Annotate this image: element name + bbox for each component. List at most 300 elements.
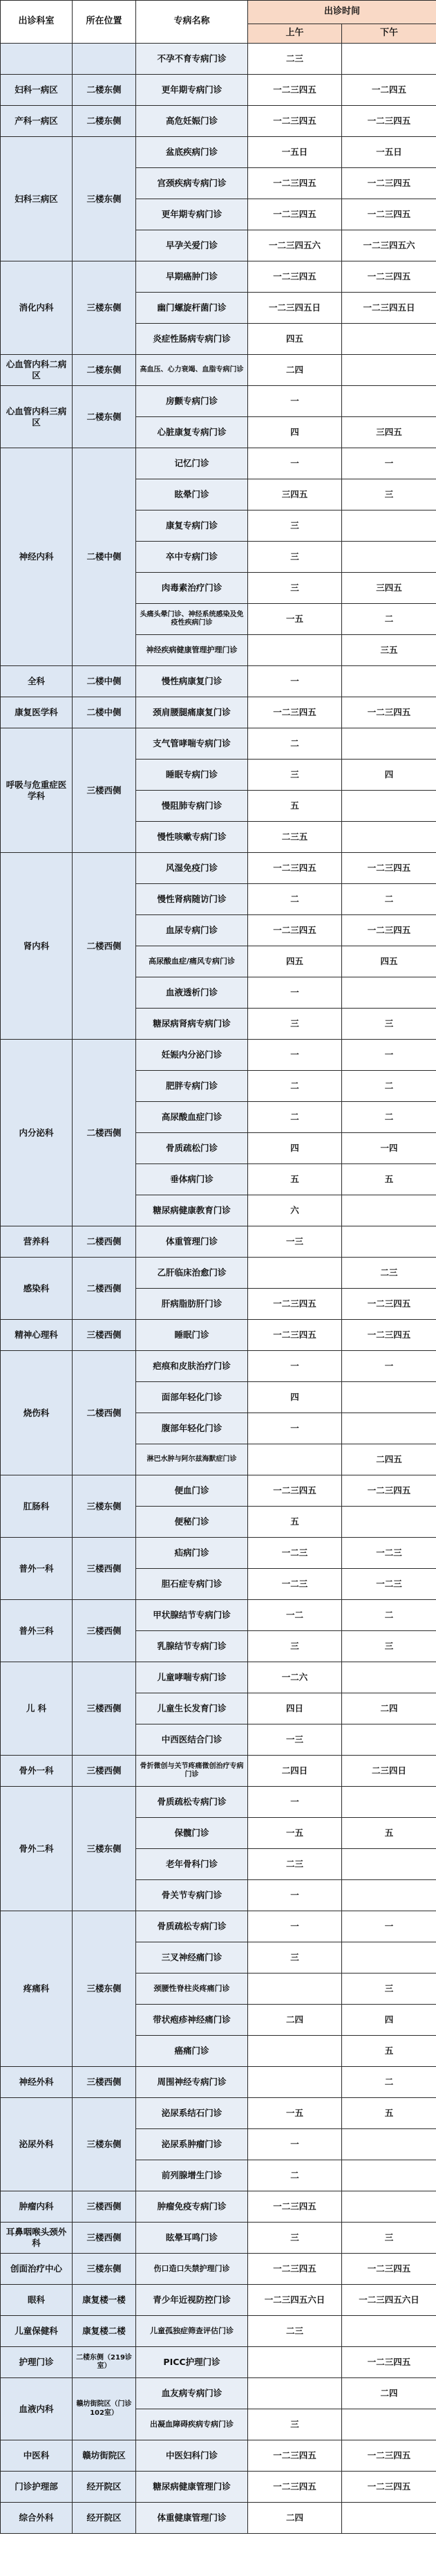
clinic-name-cell: 眩晕耳鸣门诊 — [136, 2223, 248, 2254]
am-schedule-cell: 六 — [248, 1195, 342, 1226]
dept-cell: 儿童保健科 — [1, 2316, 73, 2347]
pm-schedule-cell: 一二三四五 — [342, 199, 436, 230]
dept-cell — [1, 44, 73, 75]
clinic-name-cell: 骨关节专病门诊 — [136, 1880, 248, 1911]
location-cell: 二楼东侧 — [73, 75, 136, 106]
location-cell: 三楼西侧 — [73, 2067, 136, 2098]
clinic-name-cell: 儿童孤独症筛查评估门诊 — [136, 2316, 248, 2347]
pm-schedule-cell: 四 — [342, 760, 436, 791]
am-schedule-cell: 一二六 — [248, 1662, 342, 1693]
am-schedule-cell: 一二 — [248, 1600, 342, 1631]
pm-schedule-cell — [342, 728, 436, 760]
dept-cell: 妇科一病区 — [1, 75, 73, 106]
schedule-body — [1, 44, 436, 2534]
clinic-name-cell: 慢性肾病随访门诊 — [136, 884, 248, 915]
dept-cell: 肾内科 — [1, 853, 73, 1040]
table-row — [1, 1911, 436, 1942]
clinic-name-cell: 血液透析门诊 — [136, 977, 248, 1009]
am-schedule-cell: 一二三四五 — [248, 1320, 342, 1351]
am-schedule-cell: 三 — [248, 2409, 342, 2440]
am-schedule-cell: 四 — [248, 1133, 342, 1164]
pm-schedule-cell: 一二三四五 — [342, 697, 436, 728]
pm-schedule-cell: 三 — [342, 1631, 436, 1662]
pm-schedule-cell: 五 — [342, 1818, 436, 1849]
location-cell: 三楼西侧 — [73, 728, 136, 853]
am-schedule-cell: 一 — [248, 386, 342, 417]
clinic-name-cell: 风湿免疫门诊 — [136, 853, 248, 884]
table-row — [1, 666, 436, 697]
table-row — [1, 2440, 436, 2472]
clinic-name-cell: 中医妇科门诊 — [136, 2440, 248, 2472]
header-location: 所在位置 — [73, 1, 136, 44]
dept-cell: 耳鼻咽喉头颈外科 — [1, 2223, 73, 2254]
clinic-name-cell: 儿童生长发育门诊 — [136, 1693, 248, 1724]
pm-schedule-cell: 一二三四五六 — [342, 230, 436, 261]
table-row — [1, 1475, 436, 1507]
pm-schedule-cell: 三五 — [342, 635, 436, 666]
dept-cell: 泌尿外科 — [1, 2098, 73, 2191]
clinic-name-cell: 慢性咳嗽专病门诊 — [136, 822, 248, 853]
location-cell: 康复楼二楼 — [73, 2316, 136, 2347]
pm-schedule-cell — [342, 822, 436, 853]
pm-schedule-cell: 一二三四五日 — [342, 293, 436, 324]
table-row — [1, 2254, 436, 2285]
clinic-name-cell: 保髋门诊 — [136, 1818, 248, 1849]
table-row — [1, 1226, 436, 1258]
clinic-name-cell: 糖尿病健康管理门诊 — [136, 2472, 248, 2503]
dept-cell: 肛肠科 — [1, 1475, 73, 1538]
pm-schedule-cell — [342, 1880, 436, 1911]
am-schedule-cell: 一三 — [248, 1226, 342, 1258]
clinic-name-cell: 幽门螺旋杆菌门诊 — [136, 293, 248, 324]
location-cell: 赣坊街院区 — [73, 2440, 136, 2472]
pm-schedule-cell: 五 — [342, 1164, 436, 1195]
am-schedule-cell: 二 — [248, 884, 342, 915]
clinic-name-cell: 腹部年轻化门诊 — [136, 1413, 248, 1444]
location-cell: 三楼西侧 — [73, 1320, 136, 1351]
pm-schedule-cell: 四五 — [342, 946, 436, 977]
table-row — [1, 2503, 436, 2534]
am-schedule-cell: 三 — [248, 573, 342, 604]
location-cell: 三楼东侧 — [73, 2254, 136, 2285]
clinic-name-cell: 骨质疏松专病门诊 — [136, 1787, 248, 1818]
am-schedule-cell: 一二三 — [248, 1569, 342, 1600]
pm-schedule-cell: 一二三四五 — [342, 915, 436, 946]
location-cell: 二楼东侧 — [73, 386, 136, 448]
pm-schedule-cell: 二三四日 — [342, 1756, 436, 1787]
table-row — [1, 1600, 436, 1631]
table-row — [1, 75, 436, 106]
pm-schedule-cell: 一二三四五 — [342, 2440, 436, 2472]
clinic-name-cell: 体重健康管理门诊 — [136, 2503, 248, 2534]
clinic-name-cell: 高危妊娠门诊 — [136, 106, 248, 137]
table-row — [1, 1258, 436, 1289]
location-cell: 康复楼一楼 — [73, 2285, 136, 2316]
pm-schedule-cell: 五 — [342, 2098, 436, 2129]
clinic-name-cell: 中西医结合门诊 — [136, 1724, 248, 1756]
pm-schedule-cell: 一二三四五 — [342, 2472, 436, 2503]
location-cell: 三楼西侧 — [73, 1756, 136, 1787]
am-schedule-cell: 二三 — [248, 2316, 342, 2347]
am-schedule-cell: 一 — [248, 666, 342, 697]
location-cell: 三楼西侧 — [73, 1662, 136, 1756]
dept-cell: 眼科 — [1, 2285, 73, 2316]
am-schedule-cell: 一二三四五六 — [248, 230, 342, 261]
clinic-name-cell: 心脏康复专病门诊 — [136, 417, 248, 448]
pm-schedule-cell — [342, 1507, 436, 1538]
am-schedule-cell — [248, 635, 342, 666]
clinic-name-cell: 高尿酸血症/痛风专病门诊 — [136, 946, 248, 977]
clinic-name-cell: PICC护理门诊 — [136, 2347, 248, 2378]
clinic-name-cell: 周围神经专病门诊 — [136, 2067, 248, 2098]
am-schedule-cell: 一二三四五日 — [248, 293, 342, 324]
pm-schedule-cell: 一 — [342, 448, 436, 479]
am-schedule-cell: 三 — [248, 1942, 342, 1974]
clinic-name-cell: 骨折微创与关节疼痛微创治疗专病门诊 — [136, 1756, 248, 1787]
location-cell: 二楼西侧 — [73, 1351, 136, 1475]
location-cell: 赣坊街院区（门诊102室） — [73, 2378, 136, 2440]
clinic-name-cell: 颈肩腰腿痛康复门诊 — [136, 697, 248, 728]
clinic-name-cell: 血尿专病门诊 — [136, 915, 248, 946]
clinic-name-cell: 睡眠专病门诊 — [136, 760, 248, 791]
table-row — [1, 2347, 436, 2378]
pm-schedule-cell: 一 — [342, 1351, 436, 1382]
am-schedule-cell: 一二三四五 — [248, 697, 342, 728]
am-schedule-cell: 二四 — [248, 2503, 342, 2534]
clinic-name-cell: 支气管哮喘专病门诊 — [136, 728, 248, 760]
clinic-name-cell: 颈腰性脊柱炎疼痛门诊 — [136, 1974, 248, 2005]
table-row — [1, 1351, 436, 1382]
pm-schedule-cell: 一二三四五 — [342, 2254, 436, 2285]
pm-schedule-cell: 三 — [342, 479, 436, 510]
pm-schedule-cell — [342, 1195, 436, 1226]
clinic-name-cell: 疤痕和皮肤治疗门诊 — [136, 1351, 248, 1382]
pm-schedule-cell — [342, 666, 436, 697]
pm-schedule-cell: 一五日 — [342, 137, 436, 168]
location-cell: 三楼西侧 — [73, 2223, 136, 2254]
header-clinic: 专病名称 — [136, 1, 248, 44]
dept-cell: 全科 — [1, 666, 73, 697]
pm-schedule-cell — [342, 1787, 436, 1818]
am-schedule-cell: 二 — [248, 1071, 342, 1102]
am-schedule-cell: 一 — [248, 448, 342, 479]
am-schedule-cell: 四 — [248, 417, 342, 448]
clinic-name-cell: 体重管理门诊 — [136, 1226, 248, 1258]
am-schedule-cell: 一 — [248, 1787, 342, 1818]
clinic-name-cell: 更年期专病门诊 — [136, 199, 248, 230]
dept-cell: 创面治疗中心 — [1, 2254, 73, 2285]
clinic-name-cell: 糖尿病肾病专病门诊 — [136, 1009, 248, 1040]
table-row — [1, 2285, 436, 2316]
am-schedule-cell: 三四五 — [248, 479, 342, 510]
clinic-name-cell: 骨质疏松门诊 — [136, 1133, 248, 1164]
pm-schedule-cell: 二 — [342, 604, 436, 635]
clinic-name-cell: 早孕关爱门诊 — [136, 230, 248, 261]
table-row — [1, 1662, 436, 1693]
dept-cell: 内分泌科 — [1, 1040, 73, 1226]
clinic-name-cell: 乳腺结节专病门诊 — [136, 1631, 248, 1662]
clinic-name-cell: 糖尿病健康教育门诊 — [136, 1195, 248, 1226]
pm-schedule-cell: 三 — [342, 2223, 436, 2254]
dept-cell: 儿 科 — [1, 1662, 73, 1756]
clinic-name-cell: 更年期专病门诊 — [136, 75, 248, 106]
dept-cell: 消化内科 — [1, 261, 73, 355]
table-row — [1, 261, 436, 293]
table-row — [1, 728, 436, 760]
clinic-name-cell: 泌尿系肿瘤门诊 — [136, 2129, 248, 2160]
pm-schedule-cell: 二 — [342, 1600, 436, 1631]
pm-schedule-cell — [342, 355, 436, 386]
am-schedule-cell: 一五 — [248, 1818, 342, 1849]
am-schedule-cell: 一 — [248, 1911, 342, 1942]
table-row — [1, 1538, 436, 1569]
table-row — [1, 355, 436, 386]
am-schedule-cell: 一二三四五 — [248, 2254, 342, 2285]
am-schedule-cell: 一 — [248, 977, 342, 1009]
pm-schedule-cell: 一二三四五 — [342, 853, 436, 884]
am-schedule-cell: 一五 — [248, 604, 342, 635]
am-schedule-cell: 一二三四五 — [248, 915, 342, 946]
table-row — [1, 2098, 436, 2129]
clinic-name-cell: 老年骨科门诊 — [136, 1849, 248, 1880]
am-schedule-cell: 一二三四五 — [248, 261, 342, 293]
am-schedule-cell: 一二三四五 — [248, 168, 342, 199]
table-row — [1, 1040, 436, 1071]
am-schedule-cell: 二四 — [248, 355, 342, 386]
clinic-name-cell: 疝病门诊 — [136, 1538, 248, 1569]
am-schedule-cell: 一二三四五 — [248, 853, 342, 884]
pm-schedule-cell — [342, 2409, 436, 2440]
pm-schedule-cell — [342, 1724, 436, 1756]
clinic-name-cell: 儿童哮喘专病门诊 — [136, 1662, 248, 1693]
clinic-name-cell: 妊娠内分泌门诊 — [136, 1040, 248, 1071]
am-schedule-cell: 五 — [248, 791, 342, 822]
clinic-name-cell: 神经疾病健康管理护理门诊 — [136, 635, 248, 666]
am-schedule-cell: 一二三四五六日 — [248, 2285, 342, 2316]
dept-cell: 普外三科 — [1, 1600, 73, 1662]
clinic-name-cell: 乙肝临床治愈门诊 — [136, 1258, 248, 1289]
dept-cell: 呼吸与危重症医学科 — [1, 728, 73, 853]
location-cell: 经开院区 — [73, 2472, 136, 2503]
pm-schedule-cell — [342, 2160, 436, 2191]
table-row — [1, 2378, 436, 2409]
header-am: 上午 — [248, 24, 342, 44]
pm-schedule-cell: 一二三四五 — [342, 2347, 436, 2378]
clinic-name-cell: 慢性病康复门诊 — [136, 666, 248, 697]
table-row — [1, 2316, 436, 2347]
location-cell: 二楼西侧 — [73, 1226, 136, 1258]
am-schedule-cell: 五 — [248, 1507, 342, 1538]
location-cell: 二楼东侧（219诊室） — [73, 2347, 136, 2378]
pm-schedule-cell: 五 — [342, 2036, 436, 2067]
clinic-name-cell: 高尿酸血症门诊 — [136, 1102, 248, 1133]
pm-schedule-cell: 一四 — [342, 1133, 436, 1164]
table-row — [1, 697, 436, 728]
am-schedule-cell: 一三 — [248, 1724, 342, 1756]
am-schedule-cell: 一二三四五 — [248, 106, 342, 137]
pm-schedule-cell — [342, 386, 436, 417]
am-schedule-cell: 三 — [248, 1631, 342, 1662]
am-schedule-cell: 三 — [248, 760, 342, 791]
clinic-name-cell: 便血门诊 — [136, 1475, 248, 1507]
clinic-name-cell: 头痛头晕门诊、神经系统感染及免疫性疾病门诊 — [136, 604, 248, 635]
location-cell: 二楼东侧 — [73, 106, 136, 137]
dept-cell: 精神心理科 — [1, 1320, 73, 1351]
dept-cell: 门诊护理部 — [1, 2472, 73, 2503]
table-row — [1, 1756, 436, 1787]
pm-schedule-cell — [342, 510, 436, 542]
clinic-name-cell: 三叉神经痛门诊 — [136, 1942, 248, 1974]
table-row — [1, 2223, 436, 2254]
pm-schedule-cell — [342, 1849, 436, 1880]
dept-cell: 综合外科 — [1, 2503, 73, 2534]
table-row — [1, 137, 436, 168]
am-schedule-cell: 一二三四五 — [248, 199, 342, 230]
table-row — [1, 2472, 436, 2503]
pm-schedule-cell — [342, 791, 436, 822]
header-pm: 下午 — [342, 24, 436, 44]
am-schedule-cell: 一 — [248, 1040, 342, 1071]
clinic-name-cell: 带状疱疹神经痛门诊 — [136, 2005, 248, 2036]
pm-schedule-cell: 二 — [342, 2067, 436, 2098]
pm-schedule-cell: 一二三四五 — [342, 1475, 436, 1507]
pm-schedule-cell: 一二三四五 — [342, 261, 436, 293]
dept-cell: 感染科 — [1, 1258, 73, 1320]
pm-schedule-cell: 二 — [342, 1102, 436, 1133]
am-schedule-cell — [248, 1258, 342, 1289]
am-schedule-cell: 四 — [248, 1382, 342, 1413]
dept-cell: 妇科三病区 — [1, 137, 73, 261]
location-cell: 二楼中侧 — [73, 697, 136, 728]
am-schedule-cell: 一二三四五 — [248, 75, 342, 106]
location-cell: 二楼西侧 — [73, 1258, 136, 1320]
clinic-name-cell: 慢阻肺专病门诊 — [136, 791, 248, 822]
clinic-name-cell: 伤口造口失禁护理门诊 — [136, 2254, 248, 2285]
pm-schedule-cell — [342, 2129, 436, 2160]
location-cell: 三楼东侧 — [73, 1911, 136, 2067]
location-cell: 二楼中侧 — [73, 448, 136, 666]
dept-cell: 骨外一科 — [1, 1756, 73, 1787]
pm-schedule-cell — [342, 1226, 436, 1258]
clinic-name-cell: 癌痛门诊 — [136, 2036, 248, 2067]
pm-schedule-cell: 一二三 — [342, 1569, 436, 1600]
am-schedule-cell: 一二三四五 — [248, 2440, 342, 2472]
clinic-name-cell: 盆底疾病门诊 — [136, 137, 248, 168]
am-schedule-cell: 二三 — [248, 1849, 342, 1880]
am-schedule-cell: 三 — [248, 542, 342, 573]
location-cell — [73, 44, 136, 75]
table-row — [1, 106, 436, 137]
dept-cell: 神经内科 — [1, 448, 73, 666]
dept-cell: 肿瘤内科 — [1, 2191, 73, 2223]
am-schedule-cell: 一五 — [248, 2098, 342, 2129]
clinic-name-cell: 胆石症专病门诊 — [136, 1569, 248, 1600]
location-cell: 三楼西侧 — [73, 2191, 136, 2223]
pm-schedule-cell — [342, 1942, 436, 1974]
am-schedule-cell: 三 — [248, 2223, 342, 2254]
clinic-name-cell: 垂体病门诊 — [136, 1164, 248, 1195]
am-schedule-cell: 一五日 — [248, 137, 342, 168]
clinic-name-cell: 青少年近视防控门诊 — [136, 2285, 248, 2316]
clinic-name-cell: 淋巴水肿与阿尔兹海默症门诊 — [136, 1444, 248, 1475]
location-cell: 二楼西侧 — [73, 853, 136, 1040]
dept-cell: 骨外二科 — [1, 1787, 73, 1911]
location-cell: 三楼东侧 — [73, 137, 136, 261]
am-schedule-cell — [248, 2067, 342, 2098]
pm-schedule-cell — [342, 542, 436, 573]
pm-schedule-cell: 一二三四五 — [342, 168, 436, 199]
pm-schedule-cell: 三 — [342, 1974, 436, 2005]
table-row — [1, 853, 436, 884]
clinic-name-cell: 面部年轻化门诊 — [136, 1382, 248, 1413]
clinic-name-cell: 卒中专病门诊 — [136, 542, 248, 573]
am-schedule-cell: 四日 — [248, 1693, 342, 1724]
pm-schedule-cell — [342, 1413, 436, 1444]
table-row — [1, 448, 436, 479]
clinic-name-cell: 房颤专病门诊 — [136, 386, 248, 417]
clinic-name-cell: 高血压、心力衰竭、血脂专病门诊 — [136, 355, 248, 386]
am-schedule-cell: 一二三四五 — [248, 1289, 342, 1320]
pm-schedule-cell: 二 — [342, 1071, 436, 1102]
dept-cell: 产科一病区 — [1, 106, 73, 137]
pm-schedule-cell: 四 — [342, 2005, 436, 2036]
am-schedule-cell: 二四 — [248, 2005, 342, 2036]
pm-schedule-cell: 三 — [342, 1009, 436, 1040]
pm-schedule-cell: 一二三 — [342, 1538, 436, 1569]
pm-schedule-cell: 二四 — [342, 1693, 436, 1724]
am-schedule-cell: 四五 — [248, 324, 342, 355]
location-cell: 三楼东侧 — [73, 261, 136, 355]
pm-schedule-cell — [342, 44, 436, 75]
pm-schedule-cell: 一二三四五 — [342, 1289, 436, 1320]
pm-schedule-cell: 一二三四五 — [342, 106, 436, 137]
pm-schedule-cell: 一 — [342, 1911, 436, 1942]
dept-cell: 烧伤科 — [1, 1351, 73, 1475]
pm-schedule-cell: 一二三四五 — [342, 1320, 436, 1351]
clinic-name-cell: 便秘门诊 — [136, 1507, 248, 1538]
am-schedule-cell: 一 — [248, 1880, 342, 1911]
location-cell: 经开院区 — [73, 2503, 136, 2534]
table-row — [1, 1787, 436, 1818]
location-cell: 三楼东侧 — [73, 1787, 136, 1911]
dept-cell: 血液内科 — [1, 2378, 73, 2440]
clinic-name-cell: 不孕不育专病门诊 — [136, 44, 248, 75]
am-schedule-cell: 二三 — [248, 44, 342, 75]
header-dept: 出诊科室 — [1, 1, 73, 44]
pm-schedule-cell — [342, 1662, 436, 1693]
pm-schedule-cell — [342, 977, 436, 1009]
clinic-name-cell: 肉毒素治疗门诊 — [136, 573, 248, 604]
am-schedule-cell: 一 — [248, 2129, 342, 2160]
pm-schedule-cell — [342, 2316, 436, 2347]
header-time: 出诊时间 — [248, 1, 436, 24]
clinic-name-cell: 炎症性肠病专病门诊 — [136, 324, 248, 355]
location-cell: 三楼东侧 — [73, 1475, 136, 1538]
am-schedule-cell — [248, 1444, 342, 1475]
pm-schedule-cell — [342, 2503, 436, 2534]
table-row — [1, 2067, 436, 2098]
dept-cell: 护理门诊 — [1, 2347, 73, 2378]
table-row — [1, 44, 436, 75]
location-cell: 三楼西侧 — [73, 1538, 136, 1600]
pm-schedule-cell: 二四 — [342, 2378, 436, 2409]
am-schedule-cell: 二 — [248, 2160, 342, 2191]
am-schedule-cell: 二四日 — [248, 1756, 342, 1787]
am-schedule-cell: 二 — [248, 1102, 342, 1133]
location-cell: 二楼东侧 — [73, 355, 136, 386]
am-schedule-cell: 三 — [248, 510, 342, 542]
clinic-name-cell: 甲状腺结节专病门诊 — [136, 1600, 248, 1631]
